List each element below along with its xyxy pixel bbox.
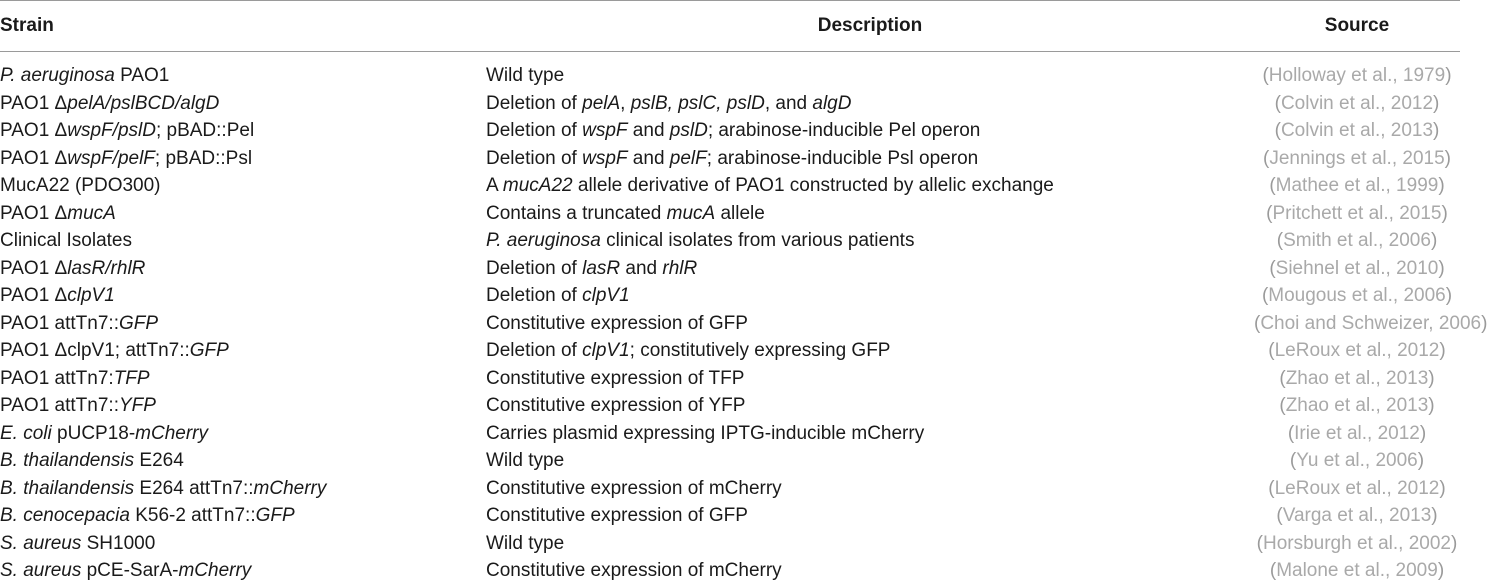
text-segment: PAO1 ΔclpV1; attTn7:: [0, 340, 190, 362]
table-row [0, 52, 1460, 90]
open-paren: ( [1279, 367, 1286, 389]
close-paren: ) [1445, 65, 1452, 87]
description-cell [486, 310, 1254, 338]
italic-text: pelA/pslBCD/algD [67, 92, 220, 114]
italic-text: TFP [113, 367, 150, 389]
text-segment: Deletion of [486, 120, 583, 142]
italic-text: lasR [582, 257, 621, 279]
citation-link[interactable]: Mathee et al., 1999 [1275, 175, 1439, 197]
description-cell [486, 502, 1254, 530]
open-paren: ( [1268, 477, 1275, 499]
source-cell [1254, 200, 1460, 228]
table-row [0, 200, 1460, 228]
text-segment: , [620, 92, 631, 114]
text-segment: SH1000 [81, 532, 156, 554]
source-cell [1254, 392, 1460, 420]
close-paren: ) [1438, 175, 1445, 197]
text-segment: pCE-SarA- [81, 560, 179, 582]
table-row [0, 502, 1460, 530]
italic-text: GFP [255, 505, 295, 527]
header-strain: Strain [0, 1, 486, 52]
description-cell [486, 557, 1254, 585]
text-segment: ; arabinose-inducible Pel operon [707, 120, 981, 142]
citation-link[interactable]: Colvin et al., 2012 [1280, 92, 1434, 114]
strain-cell [0, 145, 486, 173]
description-cell [486, 447, 1254, 475]
strain-cell [0, 200, 486, 228]
italic-text: E. coli [0, 422, 52, 444]
text-segment: Constitutive expression of mCherry [486, 477, 782, 499]
strain-cell [0, 172, 486, 200]
close-paren: ) [1430, 230, 1438, 252]
citation-link[interactable]: LeRoux et al., 2012 [1274, 340, 1440, 362]
close-paren: ) [1451, 532, 1458, 554]
header-source: Source [1254, 1, 1460, 52]
table-row [0, 337, 1460, 365]
strain-cell [0, 282, 486, 310]
text-segment: PAO1 attTn7:: [0, 395, 119, 417]
italic-text: clpV1 [582, 285, 630, 307]
strain-cell [0, 530, 486, 558]
text-segment: Contains a truncated [486, 202, 667, 224]
strain-cell [0, 117, 486, 145]
source-cell [1254, 310, 1487, 338]
close-paren: ) [1433, 92, 1440, 114]
text-segment: PAO1 Δ [0, 202, 68, 224]
close-paren: ) [1428, 395, 1435, 417]
citation-link[interactable]: Smith et al., 2006 [1283, 230, 1431, 252]
italic-text: GFP [118, 312, 159, 334]
source-cell [1254, 117, 1460, 145]
strain-cell [0, 310, 486, 338]
description-cell [486, 475, 1254, 503]
italic-text: clpV1 [67, 285, 115, 307]
close-paren: ) [1439, 477, 1446, 499]
strain-cell [0, 475, 486, 503]
italic-text: mucA [666, 202, 716, 224]
description-cell [486, 52, 1254, 90]
italic-text: wspF/pslD [67, 120, 156, 142]
text-segment: , and [764, 92, 813, 114]
italic-text: pslB, pslC, pslD [630, 92, 765, 114]
text-segment: PAO1 Δ [0, 147, 68, 169]
close-paren: ) [1438, 257, 1445, 279]
open-paren: ( [1269, 560, 1277, 582]
text-segment: PAO1 [114, 65, 170, 87]
source-cell [1254, 447, 1460, 475]
text-segment: Wild type [486, 450, 565, 472]
citation-link[interactable]: Choi and Schweizer, 2006 [1260, 312, 1482, 334]
description-cell [486, 117, 1254, 145]
italic-text: mCherry [178, 560, 252, 582]
close-paren: ) [1445, 285, 1453, 307]
citation-link[interactable]: Malone et al., 2009 [1276, 560, 1438, 582]
source-cell [1254, 557, 1460, 585]
description-cell [486, 282, 1254, 310]
italic-text: mCherry [135, 422, 209, 444]
text-segment: pUCP18- [51, 422, 136, 444]
close-paren: ) [1419, 422, 1427, 444]
italic-text: pelA [582, 92, 621, 114]
source-cell [1254, 337, 1460, 365]
source-cell [1254, 502, 1460, 530]
text-segment: Wild type [486, 532, 565, 554]
italic-text: YFP [118, 395, 156, 417]
citation-link[interactable]: Irie et al., 2012 [1294, 422, 1420, 444]
text-segment: Wild type [486, 65, 565, 87]
description-cell [486, 420, 1254, 448]
text-segment: allele derivative of PAO1 constructed by allelic exchange [572, 175, 1054, 197]
source-cell [1254, 227, 1460, 255]
text-segment: ; pBAD::Pel [155, 120, 255, 142]
citation-link[interactable]: Horsburgh et al., 2002 [1262, 532, 1451, 554]
strain-cell [0, 420, 486, 448]
italic-text: P. aeruginosa [486, 230, 601, 252]
close-paren: ) [1444, 147, 1451, 169]
text-segment: allele [715, 202, 765, 224]
table-row [0, 475, 1460, 503]
table-row [0, 365, 1460, 393]
table-row [0, 392, 1460, 420]
italic-text: pslD [669, 120, 708, 142]
table-row [0, 282, 1460, 310]
open-paren: ( [1287, 422, 1295, 444]
text-segment: PAO1 attTn7:: [0, 312, 119, 334]
citation-link[interactable]: Holloway et al., 1979 [1268, 65, 1446, 87]
table-row [0, 530, 1460, 558]
text-segment: E264 attTn7:: [134, 477, 254, 499]
header-description: Description [486, 1, 1254, 52]
close-paren: ) [1437, 560, 1445, 582]
table-row [0, 227, 1460, 255]
italic-text: algD [812, 92, 852, 114]
close-paren: ) [1433, 120, 1440, 142]
table-row [0, 255, 1460, 283]
text-segment: clinical isolates from various patients [600, 230, 915, 252]
header-row [0, 1, 1460, 52]
strain-cell [0, 337, 486, 365]
close-paren: ) [1481, 312, 1487, 334]
description-cell [486, 227, 1254, 255]
italic-text: pelF [669, 147, 707, 169]
citation-link[interactable]: Siehnel et al., 2010 [1275, 257, 1439, 279]
source-cell [1254, 530, 1460, 558]
text-segment: PAO1 attTn7: [0, 367, 114, 389]
text-segment: PAO1 Δ [0, 285, 68, 307]
strain-cell [0, 392, 486, 420]
source-cell [1254, 420, 1460, 448]
description-cell [486, 392, 1254, 420]
italic-text: rhlR [662, 257, 698, 279]
description-cell [486, 337, 1254, 365]
table-row [0, 447, 1460, 475]
text-segment: and [627, 120, 670, 142]
text-segment: Clinical Isolates [0, 230, 132, 252]
table-row [0, 557, 1460, 585]
citation-link[interactable]: Colvin et al., 2013 [1280, 120, 1434, 142]
open-paren: ( [1289, 450, 1297, 472]
table-row [0, 420, 1460, 448]
open-paren: ( [1256, 532, 1263, 554]
text-segment: Constitutive expression of GFP [486, 312, 748, 334]
close-paren: ) [1428, 367, 1435, 389]
citation-link[interactable]: Zhao et al., 2013 [1285, 395, 1429, 417]
open-paren: ( [1268, 340, 1275, 362]
text-segment: Constitutive expression of TFP [486, 367, 745, 389]
italic-text: B. thailandensis [0, 450, 135, 472]
table-body [0, 52, 1487, 585]
source-cell [1254, 255, 1460, 283]
table-row [0, 172, 1460, 200]
description-cell [486, 90, 1254, 118]
italic-text: GFP [189, 340, 229, 362]
source-cell [1254, 52, 1460, 90]
citation-link[interactable]: Zhao et al., 2013 [1285, 367, 1429, 389]
table-row [0, 90, 1460, 118]
italic-text: P. aeruginosa [0, 65, 115, 87]
citation-link[interactable]: Mougous et al., 2006 [1268, 285, 1446, 307]
open-paren: ( [1274, 120, 1281, 142]
description-cell [486, 172, 1254, 200]
open-paren: ( [1269, 257, 1276, 279]
text-segment: PAO1 Δ [0, 120, 68, 142]
open-paren: ( [1269, 175, 1276, 197]
strain-cell [0, 255, 486, 283]
close-paren: ) [1441, 202, 1448, 224]
italic-text: wspF [582, 120, 628, 142]
italic-text: S. aureus [0, 532, 82, 554]
italic-text: lasR/rhlR [67, 257, 146, 279]
close-paren: ) [1431, 505, 1438, 527]
text-segment: and [627, 147, 670, 169]
description-cell [486, 530, 1254, 558]
italic-text: mCherry [253, 477, 327, 499]
strain-cell [0, 90, 486, 118]
text-segment: Constitutive expression of YFP [486, 395, 746, 417]
table-row [0, 310, 1460, 338]
citation-link[interactable]: LeRoux et al., 2012 [1274, 477, 1440, 499]
text-segment: ; pBAD::Psl [154, 147, 253, 169]
italic-text: clpV1 [582, 340, 630, 362]
description-cell [486, 365, 1254, 393]
close-paren: ) [1417, 450, 1425, 472]
description-cell [486, 145, 1254, 173]
source-cell [1254, 172, 1460, 200]
open-paren: ( [1261, 285, 1269, 307]
citation-link[interactable]: Yu et al., 2006 [1296, 450, 1418, 472]
text-segment: PAO1 Δ [0, 92, 68, 114]
open-paren: ( [1262, 147, 1270, 169]
table-header [0, 1, 1460, 52]
text-segment: PAO1 Δ [0, 257, 68, 279]
open-paren: ( [1262, 65, 1269, 87]
open-paren: ( [1276, 505, 1283, 527]
source-cell [1254, 282, 1460, 310]
source-cell [1254, 145, 1460, 173]
text-segment: and [620, 257, 663, 279]
table-row [0, 145, 1460, 173]
text-segment: E264 [134, 450, 184, 472]
italic-text: S. aureus [0, 560, 82, 582]
text-segment: ; arabinose-inducible Psl operon [706, 147, 979, 169]
text-segment: Constitutive expression of GFP [486, 505, 748, 527]
italic-text: B. thailandensis [0, 477, 135, 499]
text-segment: Deletion of [486, 92, 583, 114]
text-segment: Deletion of [486, 285, 583, 307]
description-cell [486, 255, 1254, 283]
open-paren: ( [1254, 312, 1261, 334]
open-paren: ( [1279, 395, 1286, 417]
text-segment: K56-2 attTn7:: [129, 505, 256, 527]
text-segment: A [486, 175, 503, 197]
close-paren: ) [1439, 340, 1446, 362]
citation-link[interactable]: Jennings et al., 2015 [1269, 147, 1445, 169]
text-segment: Deletion of [486, 340, 583, 362]
citation-link[interactable]: Pritchett et al., 2015 [1272, 202, 1442, 224]
source-cell [1254, 90, 1460, 118]
italic-text: wspF [582, 147, 628, 169]
strain-cell [0, 227, 486, 255]
open-paren: ( [1274, 92, 1281, 114]
strain-cell [0, 447, 486, 475]
italic-text: B. cenocepacia [0, 505, 130, 527]
italic-text: wspF/pelF [67, 147, 155, 169]
strain-cell [0, 502, 486, 530]
strain-cell [0, 557, 486, 585]
italic-text: mucA22 [502, 175, 573, 197]
table-row [0, 117, 1460, 145]
source-cell [1254, 475, 1460, 503]
strain-cell [0, 365, 486, 393]
description-cell [486, 200, 1254, 228]
open-paren: ( [1276, 230, 1284, 252]
italic-text: mucA [67, 202, 116, 224]
text-segment: Deletion of [486, 257, 583, 279]
citation-link[interactable]: Varga et al., 2013 [1282, 505, 1432, 527]
source-cell [1254, 365, 1460, 393]
strain-cell [0, 52, 486, 90]
text-segment: Constitutive expression of mCherry [486, 560, 782, 582]
text-segment: Carries plasmid expressing IPTG-inducible mCherry [486, 422, 925, 444]
text-segment: Deletion of [486, 147, 583, 169]
text-segment: ; constitutively expressing GFP [629, 340, 891, 362]
text-segment: MucA22 (PDO300) [0, 175, 161, 197]
open-paren: ( [1266, 202, 1273, 224]
